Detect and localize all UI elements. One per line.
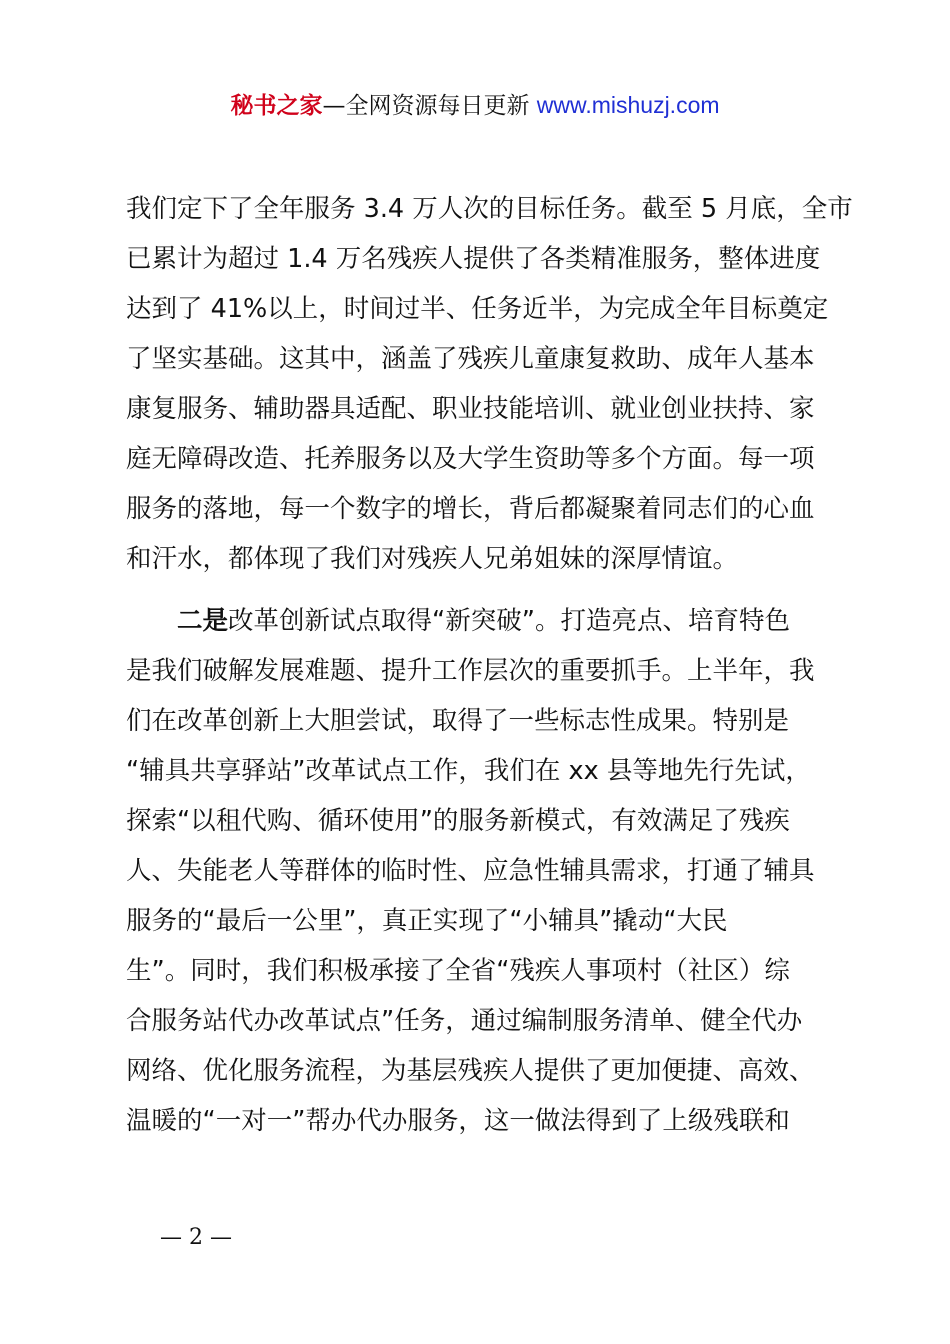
text-line: 人、失能老人等群体的临时性、应急性辅具需求，打通了辅具 — [126, 856, 815, 886]
text-line: 康复服务、辅助器具适配、职业技能培训、就业创业扶持、家 — [126, 394, 815, 424]
page-number: — 2 — — [160, 1225, 232, 1250]
brand-name: 秘书之家 — [230, 93, 323, 119]
website-url: www.mishuzj.com — [536, 92, 720, 118]
page-header — [0, 88, 950, 123]
header-tagline: —全网资源每日更新 — [322, 93, 537, 119]
document-body — [126, 184, 853, 1146]
text-line: 我们定下了全年服务 3.4 万人次的目标任务。截至 5 月底，全市 — [126, 194, 853, 224]
text-line: 和汗水，都体现了我们对残疾人兄弟姐妹的深厚情谊。 — [126, 544, 739, 574]
text-line: 们在改革创新上大胆尝试，取得了一些标志性成果。特别是 — [126, 706, 790, 736]
text-line: 探索“以租代购、循环使用”的服务新模式，有效满足了残疾 — [126, 806, 790, 836]
text-line: 服务的“最后一公里”，真正实现了“小辅具”撬动“大民 — [126, 906, 728, 936]
paragraph-1 — [126, 184, 853, 584]
text-line: 网络、优化服务流程，为基层残疾人提供了更加便捷、高效、 — [126, 1056, 815, 1086]
text-line: “辅具共享驿站”改革试点工作，我们在 xx 县等地先行先试， — [126, 756, 811, 786]
text-line: 已累计为超过 1.4 万名残疾人提供了各类精准服务，整体进度 — [126, 244, 821, 274]
text-line: 了坚实基础。这其中，涵盖了残疾儿童康复救助、成年人基本 — [126, 344, 815, 374]
text-line: 庭无障碍改造、托养服务以及大学生资助等多个方面。每一项 — [126, 444, 815, 474]
text-line: 生”。同时，我们积极承接了全省“残疾人事项村（社区）综 — [126, 956, 790, 986]
text-line: 合服务站代办改革试点”任务，通过编制服务清单、健全代办 — [126, 1006, 803, 1036]
paragraph-2 — [126, 596, 832, 1146]
text-line: 是我们破解发展难题、提升工作层次的重要抓手。上半年，我 — [126, 656, 815, 686]
paragraph-spacer — [126, 584, 832, 596]
text-line: 达到了 41%以上，时间过半、任务近半，为完成全年目标奠定 — [126, 294, 829, 324]
text-line: 温暖的“一对一”帮办代办服务，这一做法得到了上级残联和 — [126, 1106, 790, 1136]
text-line: 服务的落地，每一个数字的增长，背后都凝聚着同志们的心血 — [126, 494, 815, 524]
first-line-text: 改革创新试点取得“新突破”。打造亮点、培育特色 — [228, 606, 790, 636]
paragraph-lead: 二是 — [177, 606, 229, 636]
text-line — [126, 596, 832, 646]
